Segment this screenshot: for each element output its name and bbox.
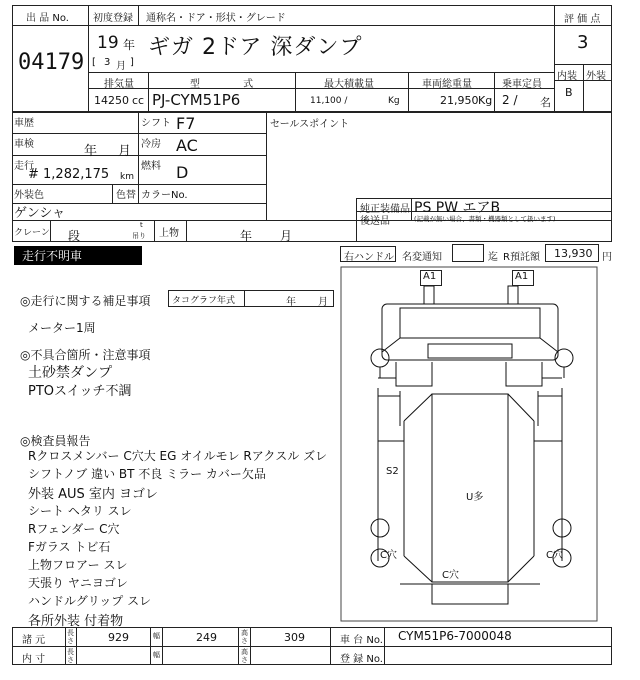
steering-value: 右ハンドル (344, 252, 394, 263)
fuel-value: D (176, 163, 189, 182)
upper-year-unit: 年 (240, 229, 253, 243)
model-label: 型 式 (190, 79, 274, 90)
ac-label: 冷房 (141, 139, 161, 150)
first-reg-month-close: ] (130, 57, 134, 68)
interior-grade-label: 内装 (557, 71, 577, 82)
lot-label: 出 品 No. (26, 13, 69, 24)
gross-weight-label: 車両総重量 (422, 79, 472, 90)
inspector-line: 外装 AUS 室内 ヨゴレ (28, 487, 159, 502)
inspection-year-unit: 年 (84, 144, 98, 159)
max-load-unit: Kg (388, 96, 400, 106)
tachograph-label: タコグラフ年式 (172, 296, 236, 306)
model-value: PJ-CYM51P6 (152, 91, 241, 109)
upper-label: 上物 (159, 228, 179, 239)
mileage-value: # 1,282,175 (28, 167, 110, 182)
inspector-title: ◎検査員報告 (20, 434, 91, 448)
inspector-line: シート ヘタリ スレ (28, 504, 132, 518)
shift-value: F7 (176, 114, 196, 133)
recycle-unit: 円 (602, 252, 612, 263)
first-reg-label: 初度登録 (93, 13, 133, 24)
gross-weight-value: 21,950 (440, 94, 479, 107)
exterior-grade-label: 外装 (586, 71, 606, 82)
chassis-label: 車 台 No. (340, 635, 383, 646)
history-label: 車歴 (14, 118, 34, 129)
height-value: 309 (284, 631, 305, 644)
upper-month-unit: 月 (280, 229, 293, 243)
inspector-line: 各所外装 付着物 (28, 614, 124, 629)
mark-s2: S2 (386, 466, 399, 477)
crane-ton-bottom: 吊り (132, 232, 146, 240)
interior-grade-value: B (565, 86, 573, 99)
name-change-label: 名変通知 (402, 252, 442, 263)
grade-value: 3 (577, 32, 589, 53)
equipment-label: 純正装備品 (360, 204, 410, 215)
mark-c-tail: C穴 (442, 570, 459, 581)
color-value: ゲンシャ (14, 206, 66, 221)
inspector-line: シフトノブ 違い BT 不良 ミラー カバー欠品 (28, 467, 266, 481)
inspector-line: 天張り ヤニヨゴレ (28, 576, 128, 590)
displacement-label: 排気量 (104, 79, 134, 90)
tachograph-year-unit: 年 (286, 297, 296, 308)
registration-label: 登 録 No. (340, 654, 383, 665)
ac-value: AC (176, 136, 198, 155)
inspector-line: Rフェンダー C穴 (28, 522, 120, 536)
recycle-label: R預託額 (503, 252, 540, 263)
vehicle-name-label: 通称名・ドア・形状・グレード (146, 13, 286, 24)
crane-tier: 段 (68, 229, 81, 243)
color-no-label: カラーNo. (141, 190, 188, 201)
first-reg-month: 3 (104, 57, 111, 68)
mark-c-right: C穴 (546, 550, 563, 561)
mark-a1-left: A1 (423, 271, 437, 282)
first-reg-month-open: [ (92, 57, 96, 68)
capacity-value: 2 / (502, 93, 518, 107)
mileage-label: 走行 (14, 161, 34, 172)
vehicle-name: ギガ 2ドア 深ダンプ (148, 35, 363, 60)
inspector-line: Rクロスメンバー C穴大 EG オイルモレ Rアクスル ズレ (28, 449, 328, 463)
defect-item: PTOスイッチ不調 (28, 384, 132, 399)
inspector-line: Fガラス トビ石 (28, 540, 111, 554)
year-unit: 年 (123, 38, 136, 52)
due-label: 迄 (488, 252, 498, 263)
aftermarket-note: (記載が無い場合、書類・機器類として扱います) (414, 215, 556, 223)
dims-label: 諸 元 (22, 635, 46, 646)
equipment-value: PS PW エアB (414, 200, 501, 216)
inspector-line: 上物フロアー スレ (28, 558, 128, 572)
length-value: 929 (108, 631, 129, 644)
defect-item: 土砂禁ダンプ (28, 365, 113, 381)
max-load-label: 最大積載量 (324, 79, 374, 90)
inspection-label: 車検 (14, 139, 34, 150)
inspection-month-unit: 月 (118, 144, 132, 159)
mark-c-left: C穴 (380, 550, 397, 561)
max-load-value: 11,100 / (310, 96, 348, 106)
capacity-unit: 名 (540, 96, 551, 109)
tachograph-month-unit: 月 (318, 297, 328, 308)
displacement-unit: cc (132, 94, 145, 107)
mileage-unit: km (120, 172, 134, 182)
color-change-label: 色替 (116, 190, 136, 201)
length-label: 長さ (67, 629, 74, 645)
mileage-unknown-badge: 走行不明車 (14, 246, 142, 265)
mileage-section-title: ◎走行に関する補足事項 (20, 294, 151, 308)
recycle-amount: 13,930 (554, 247, 593, 260)
month-unit: 月 (116, 61, 126, 72)
capacity-label: 乗車定員 (502, 79, 542, 90)
interior-dims-label: 内 寸 (22, 654, 46, 665)
displacement-value: 14250 (94, 94, 129, 107)
color-label: 外装色 (14, 190, 44, 201)
crane-label: クレーン (14, 228, 50, 238)
defects-title: ◎不具合箇所・注意事項 (20, 348, 151, 362)
interior-length-label: 長さ (67, 648, 74, 664)
mark-u: U多 (466, 492, 484, 503)
width-value: 249 (196, 631, 217, 644)
mileage-note: メーター1周 (28, 321, 96, 335)
crane-ton-top: t (140, 221, 143, 229)
truck-damage-diagram (340, 266, 598, 624)
width-label: 幅 (153, 632, 160, 640)
gross-weight-unit: Kg (478, 94, 493, 107)
fuel-label: 燃料 (141, 161, 161, 172)
interior-height-label: 高さ (241, 648, 248, 664)
grade-label: 評 価 点 (564, 14, 601, 25)
lot-number: 04179 (18, 50, 85, 75)
inspector-line: ハンドルグリップ スレ (28, 594, 152, 608)
shift-label: シフト (141, 118, 171, 129)
name-change-box (452, 244, 484, 262)
aftermarket-label: 後送品 (360, 216, 390, 227)
mark-a1-right: A1 (515, 271, 529, 282)
sales-point-label: セールスポイント (270, 119, 350, 130)
chassis-value: CYM51P6-7000048 (398, 629, 512, 643)
first-reg-year: 19 (97, 33, 119, 53)
interior-width-label: 幅 (153, 651, 160, 659)
height-label: 高さ (241, 629, 248, 645)
